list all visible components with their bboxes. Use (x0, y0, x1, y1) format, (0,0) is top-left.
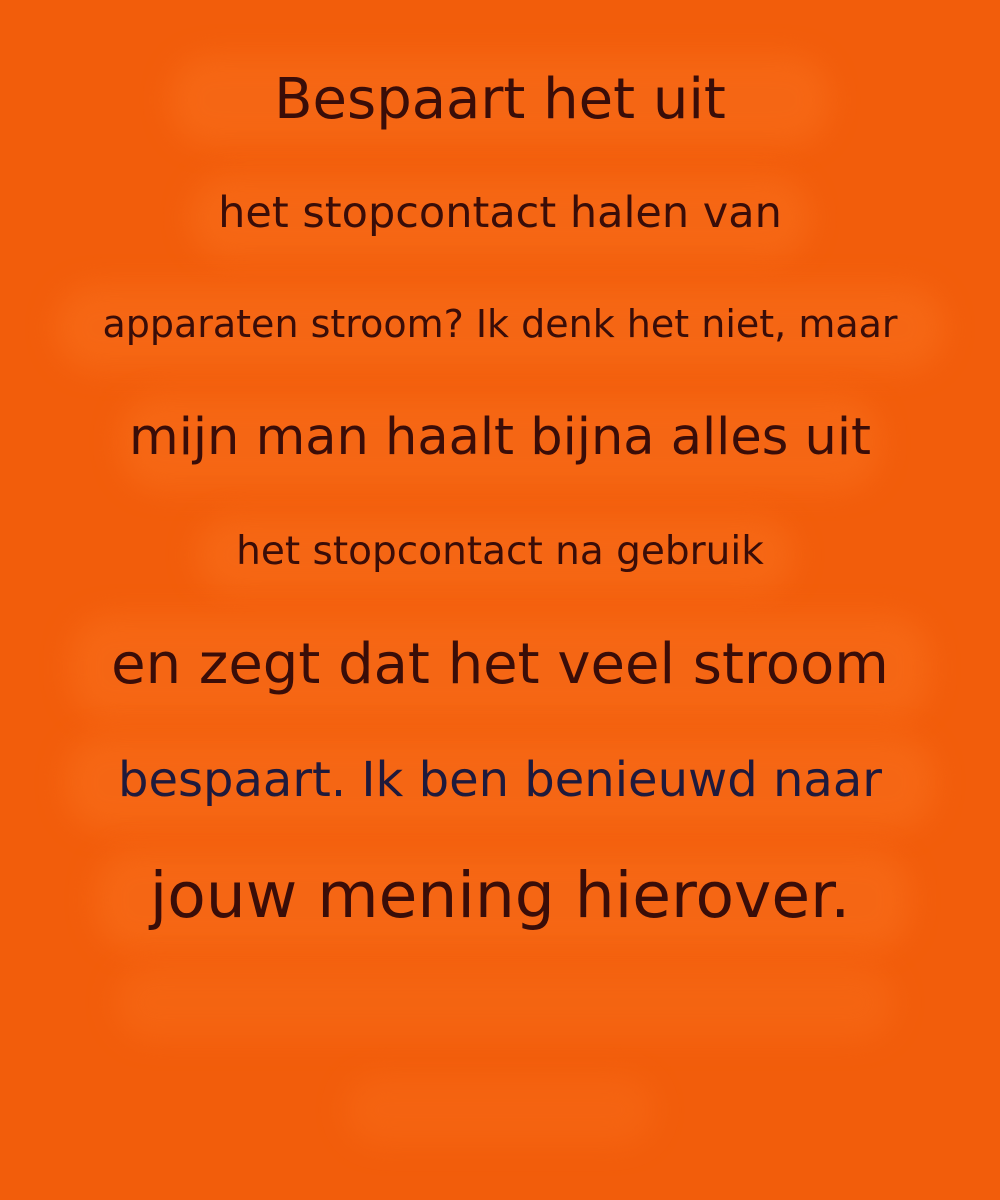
background-blob (345, 1075, 655, 1145)
text-line-3: apparaten stroom? Ik denk het niet, maar (102, 302, 898, 346)
background-blob (115, 965, 895, 1040)
text-line-5: het stopcontact na gebruik (236, 529, 764, 574)
text-line-6: en zegt dat het veel stroom (111, 632, 889, 697)
text-line-7: bespaart. Ik ben benieuwd naar (118, 752, 882, 808)
text-line-8: jouw mening hierover. (149, 859, 851, 932)
text-line-2: het stopcontact halen van (218, 188, 782, 238)
text-line-4: mijn man haalt bijna alles uit (129, 408, 871, 467)
text-line-1: Bespaart het uit (274, 67, 726, 132)
